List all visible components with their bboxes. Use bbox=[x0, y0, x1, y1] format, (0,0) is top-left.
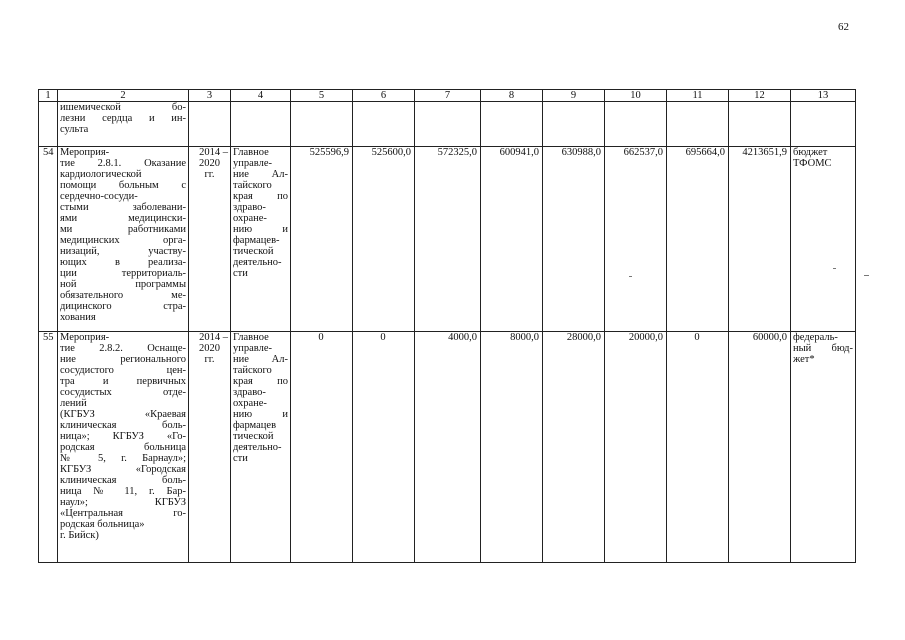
period-line: 2014 – bbox=[199, 147, 228, 158]
funding-value: 0 bbox=[291, 332, 353, 563]
executor-line: фармацев- bbox=[233, 235, 280, 246]
funding-value bbox=[667, 102, 729, 147]
period-line: гг. bbox=[204, 169, 215, 180]
activity-name-line: дицинского стра- bbox=[60, 301, 186, 312]
funding-source-line: ный бюд- bbox=[793, 343, 853, 354]
executor-line: сти bbox=[233, 453, 248, 464]
activity-name-line: сульта bbox=[60, 124, 89, 135]
implementation-period bbox=[189, 147, 231, 332]
funding-source-line: федераль- bbox=[793, 332, 838, 343]
funding-value: 4213651,9 bbox=[729, 147, 791, 332]
row-number: 55 bbox=[39, 332, 58, 563]
implementation-period bbox=[189, 332, 231, 563]
funding-value bbox=[543, 102, 605, 147]
executor-line: ние Ал- bbox=[233, 354, 288, 365]
page-number: 62 bbox=[838, 21, 849, 33]
activity-name-line: ишемической бо- bbox=[60, 102, 186, 113]
funding-value bbox=[729, 102, 791, 147]
activity-name-line: сосудистых отде- bbox=[60, 387, 186, 398]
funding-value: 600941,0 bbox=[481, 147, 543, 332]
executor-line: деятельно- bbox=[233, 442, 282, 453]
column-header: 12 bbox=[729, 90, 791, 102]
activity-name-line: помощи больным с bbox=[60, 180, 186, 191]
activity-name-line: ной программы bbox=[60, 279, 186, 290]
funding-source-line: жет* bbox=[793, 354, 815, 365]
activity-name-line: медицинских орга- bbox=[60, 235, 186, 246]
executor bbox=[231, 332, 291, 563]
activity-name-line: родская больница bbox=[60, 442, 186, 453]
column-header: 9 bbox=[543, 90, 605, 102]
executor-line: тайского bbox=[233, 365, 272, 376]
funding-value bbox=[353, 102, 415, 147]
executor-line: края по bbox=[233, 191, 288, 202]
activity-name-line: тие 2.8.1. Оказание bbox=[60, 158, 186, 169]
activity-name-line: родская больница» bbox=[60, 519, 145, 530]
period-line: 2020 bbox=[199, 343, 220, 354]
implementation-period bbox=[189, 102, 231, 147]
executor-line: охране- bbox=[233, 213, 267, 224]
activity-name-line: (КГБУЗ «Краевая bbox=[60, 409, 186, 420]
period-line: 2014 – bbox=[199, 332, 228, 343]
executor-line: ние Ал- bbox=[233, 169, 288, 180]
executor-line: управле- bbox=[233, 343, 272, 354]
column-header: 11 bbox=[667, 90, 729, 102]
executor-line: сти bbox=[233, 268, 248, 279]
column-header: 8 bbox=[481, 90, 543, 102]
executor-line: нию и bbox=[233, 409, 288, 420]
funding-value: 60000,0 bbox=[729, 332, 791, 563]
column-header: 10 bbox=[605, 90, 667, 102]
activity-name-line: кардиологической bbox=[60, 169, 142, 180]
funding-value bbox=[291, 102, 353, 147]
activity-name bbox=[58, 147, 189, 332]
column-header: 6 bbox=[353, 90, 415, 102]
executor-line: края по bbox=[233, 376, 288, 387]
column-header: 2 bbox=[58, 90, 189, 102]
activity-name-line: обязательного ме- bbox=[60, 290, 186, 301]
activity-name-line: КГБУЗ «Городская bbox=[60, 464, 186, 475]
activity-name-line: сердечно-сосуди- bbox=[60, 191, 138, 202]
executor-line: Главное bbox=[233, 147, 269, 158]
activity-name-line: Мероприя- bbox=[60, 147, 110, 158]
period-line: гг. bbox=[204, 354, 215, 365]
activity-name-line: ции территориаль- bbox=[60, 268, 186, 279]
column-header: 13 bbox=[791, 90, 856, 102]
column-header: 5 bbox=[291, 90, 353, 102]
funding-value: 662537,0 bbox=[605, 147, 667, 332]
executor-line: тической bbox=[233, 431, 274, 442]
funding-source bbox=[791, 332, 856, 563]
scan-mark bbox=[629, 276, 632, 277]
executor-line: здраво- bbox=[233, 202, 266, 213]
activity-name-line: наул»; КГБУЗ bbox=[60, 497, 186, 508]
funding-value: 525596,9 bbox=[291, 147, 353, 332]
funding-value: 28000,0 bbox=[543, 332, 605, 563]
column-header: 1 bbox=[39, 90, 58, 102]
funding-value: 20000,0 bbox=[605, 332, 667, 563]
activity-name-line: ющих в реализа- bbox=[60, 257, 186, 268]
activity-name-line: клиническая боль- bbox=[60, 420, 186, 431]
activity-name-line: «Центральная го- bbox=[60, 508, 186, 519]
funding-value: 525600,0 bbox=[353, 147, 415, 332]
activity-name-line: ница»; КГБУЗ «Го- bbox=[60, 431, 186, 442]
activity-name-line: ница № 11, г. Бар- bbox=[60, 486, 186, 497]
executor-line: тайского bbox=[233, 180, 272, 191]
activity-name-line: г. Бийск) bbox=[60, 530, 99, 541]
executor-line: охране- bbox=[233, 398, 267, 409]
activity-name-line: Мероприя- bbox=[60, 332, 110, 343]
column-header: 3 bbox=[189, 90, 231, 102]
activity-name-line: низаций, участву- bbox=[60, 246, 186, 257]
activity-name-line: стыми заболевани- bbox=[60, 202, 186, 213]
activity-name-line: ние регионального bbox=[60, 354, 186, 365]
funding-value: 4000,0 bbox=[415, 332, 481, 563]
scan-mark bbox=[833, 268, 836, 269]
activity-name-line: лезни сердца и ин- bbox=[60, 113, 186, 124]
activity-name bbox=[58, 102, 189, 147]
activity-name-line: хования bbox=[60, 312, 96, 323]
funding-source-line: бюджет bbox=[793, 147, 828, 158]
funding-source bbox=[791, 147, 856, 332]
column-number-row bbox=[39, 90, 856, 102]
executor-line: нию и bbox=[233, 224, 288, 235]
funding-value bbox=[605, 102, 667, 147]
row-number: 54 bbox=[39, 147, 58, 332]
executor-line: фармацев bbox=[233, 420, 277, 431]
activity-name-line: тра и первичных bbox=[60, 376, 186, 387]
funding-source bbox=[791, 102, 856, 147]
table-row bbox=[39, 102, 856, 147]
executor bbox=[231, 147, 291, 332]
program-activities-table bbox=[38, 89, 856, 563]
activity-name-line: клиническая боль- bbox=[60, 475, 186, 486]
table-row bbox=[39, 147, 856, 332]
executor-line: управле- bbox=[233, 158, 272, 169]
funding-value bbox=[481, 102, 543, 147]
funding-value: 572325,0 bbox=[415, 147, 481, 332]
funding-value: 0 bbox=[353, 332, 415, 563]
activity-name-line: № 5, г. Барнаул»; bbox=[60, 453, 186, 464]
scan-mark bbox=[864, 275, 869, 276]
activity-name-line: тие 2.8.2. Оснаще- bbox=[60, 343, 186, 354]
funding-value: 0 bbox=[667, 332, 729, 563]
funding-value: 8000,0 bbox=[481, 332, 543, 563]
executor bbox=[231, 102, 291, 147]
funding-value bbox=[415, 102, 481, 147]
activity-name-line: лений bbox=[60, 398, 87, 409]
executor-line: деятельно- bbox=[233, 257, 282, 268]
executor-line: здраво- bbox=[233, 387, 266, 398]
funding-source-line: ТФОМС bbox=[793, 158, 832, 169]
table-row bbox=[39, 332, 856, 563]
period-line: 2020 bbox=[199, 158, 220, 169]
row-number bbox=[39, 102, 58, 147]
funding-value: 695664,0 bbox=[667, 147, 729, 332]
executor-line: Главное bbox=[233, 332, 269, 343]
column-header: 7 bbox=[415, 90, 481, 102]
executor-line: тической bbox=[233, 246, 274, 257]
activity-name-line: ями медицински- bbox=[60, 213, 186, 224]
column-header: 4 bbox=[231, 90, 291, 102]
activity-name-line: сосудистого цен- bbox=[60, 365, 186, 376]
activity-name bbox=[58, 332, 189, 563]
funding-value: 630988,0 bbox=[543, 147, 605, 332]
activity-name-line: ми работниками bbox=[60, 224, 186, 235]
